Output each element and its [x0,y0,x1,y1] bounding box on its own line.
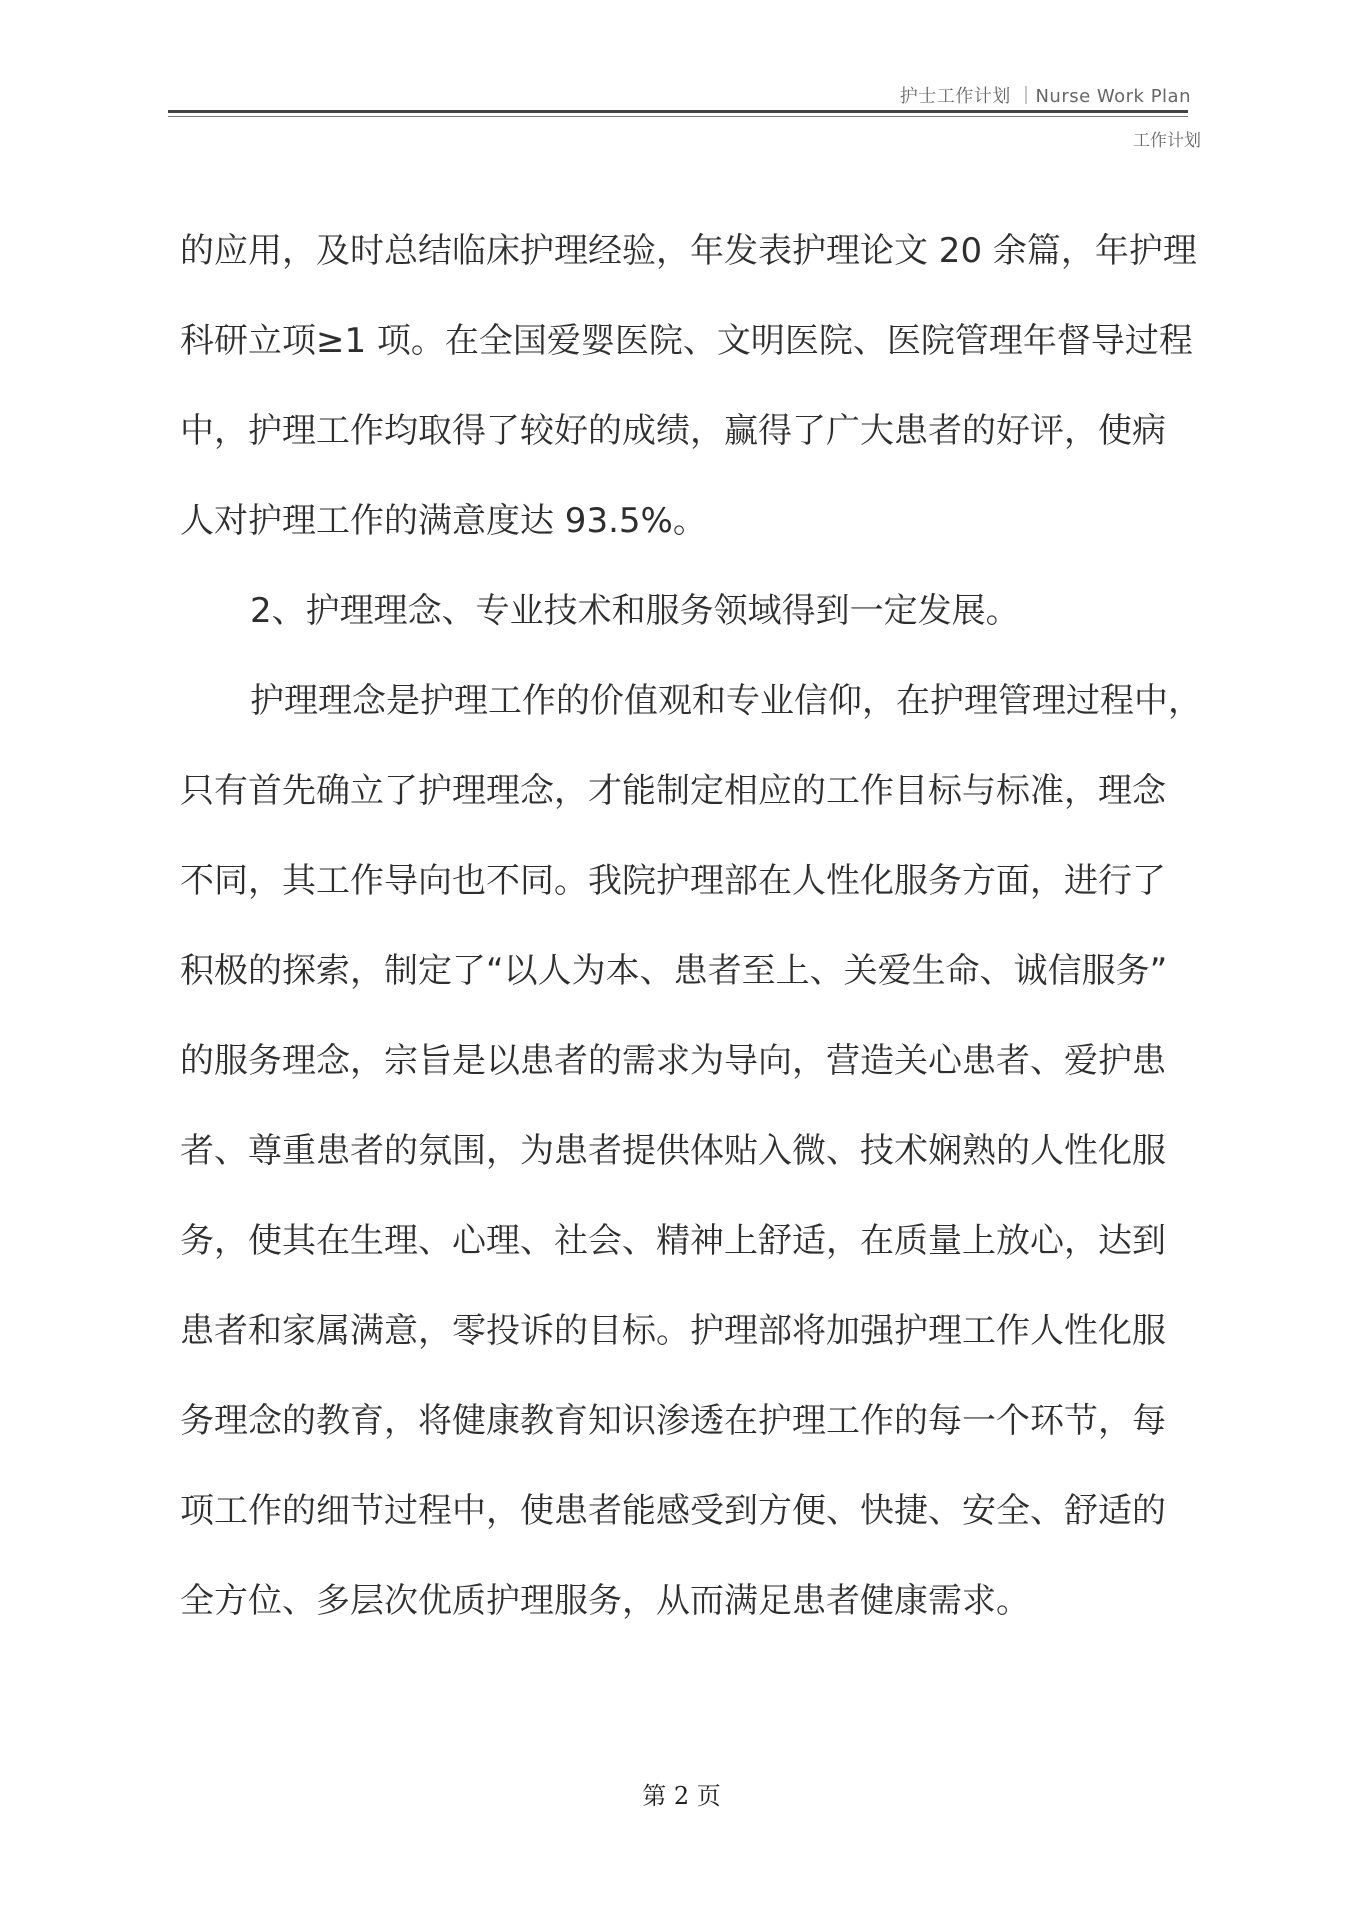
body-line: 务理念的教育，将健康教育知识渗透在护理工作的每一个环节，每 [180,1401,1166,1441]
page-number: 第 2 页 [642,1782,721,1810]
body-line: 的服务理念，宗旨是以患者的需求为导向，营造关心患者、爱护患 [180,1041,1166,1081]
body-line: 中，护理工作均取得了较好的成绩，赢得了广大患者的好评，使病 [180,411,1166,451]
header-divider-thick [168,110,1188,113]
body-line: 积极的探索，制定了“以人为本、患者至上、关爱生命、诚信服务” [180,951,1168,991]
header-title: 护士工作计划 ｜Nurse Work Plan [899,86,1191,107]
body-line: 项工作的细节过程中，使患者能感受到方便、快捷、安全、舒适的 [180,1491,1166,1531]
header-subtitle: 工作计划 [1133,131,1201,151]
body-line: 的应用，及时总结临床护理经验，年发表护理论文 20 余篇，年护理 [180,231,1197,271]
section-heading: 2、护理理念、专业技术和服务领域得到一定发展。 [250,591,1020,631]
body-line: 者、尊重患者的氛围，为患者提供体贴入微、技术娴熟的人性化服 [180,1131,1166,1171]
paragraph-first-line: 护理理念是护理工作的价值观和专业信仰，在护理管理过程中， [250,681,1202,721]
body-line: 人对护理工作的满意度达 93.5%。 [180,501,707,541]
body-line: 不同，其工作导向也不同。我院护理部在人性化服务方面，进行了 [180,861,1166,901]
body-line: 全方位、多层次优质护理服务，从而满足患者健康需求。 [180,1581,1030,1621]
body-line: 科研立项≥1 项。在全国爱婴医院、文明医院、医院管理年督导过程 [180,321,1193,361]
document-body [180,206,1220,1646]
header-divider-thin [168,116,1188,117]
body-line: 只有首先确立了护理理念，才能制定相应的工作目标与标准，理念 [180,771,1166,811]
body-line: 务，使其在生理、心理、社会、精神上舒适，在质量上放心，达到 [180,1221,1166,1261]
body-line: 患者和家属满意，零投诉的目标。护理部将加强护理工作人性化服 [180,1311,1166,1351]
